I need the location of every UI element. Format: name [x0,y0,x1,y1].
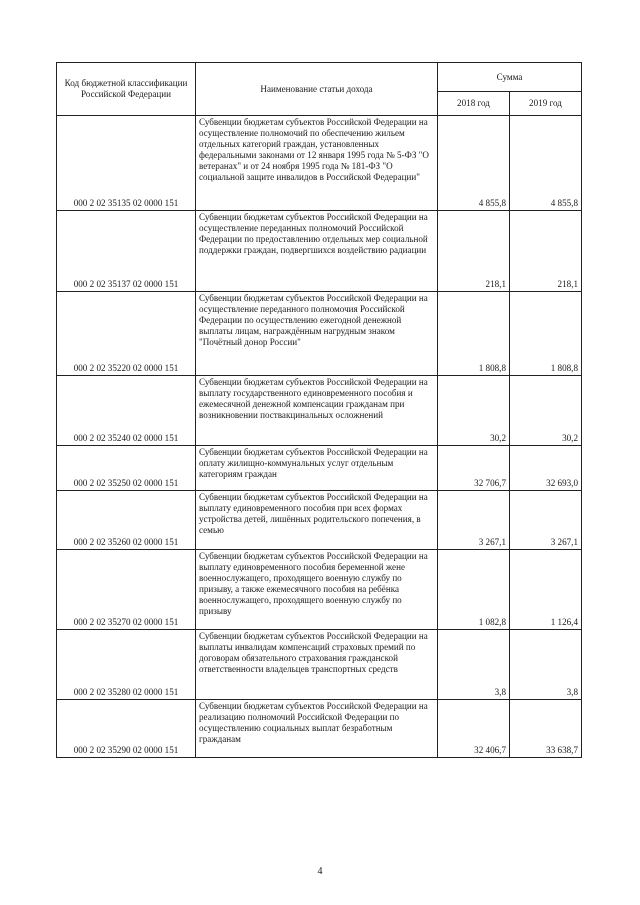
revenue-name: Субвенции бюджетам субъектов Российской Федерации на выплату единовременного пособия при всех формах устройства детей, лишённых родительского попечения, в семью [196,491,438,550]
revenue-name: Субвенции бюджетам субъектов Российской Федерации на осуществление полномочий по обеспечению жильем отдельных категорий граждан, установленных федеральными законами от 12 января 1995 года № 5-ФЗ "О ветеранах" и от 24 ноября 1995 года № 181-ФЗ "О социальной защите инвалидов в Российской Федерации" [196,116,438,211]
amount-2018: 30,2 [438,376,510,446]
header-code: Код бюджетной классификации Российской Федерации [57,63,196,116]
amount-2019: 32 693,0 [510,446,582,491]
amount-2019: 3,8 [510,630,582,700]
table-body [57,116,582,758]
page-number: 4 [317,866,323,877]
revenue-name: Субвенции бюджетам субъектов Российской Федерации на выплату единовременного пособия беременной жене военнослужащего, проходящего военную службу по призыву, а также ежемесячного пособия на ребёнка военнослужащего, проходящего военную службу по призыву [196,550,438,630]
header-year-2019: 2019 год [510,92,582,116]
revenue-name: Субвенции бюджетам субъектов Российской Федерации на выплаты инвалидам компенсаций страховых премий по договорам обязательного страхования гражданской ответственности владельцев транспортных средств [196,630,438,700]
budget-code: 000 2 02 35137 02 0000 151 [57,211,196,292]
budget-code: 000 2 02 35135 02 0000 151 [57,116,196,211]
revenue-name: Субвенции бюджетам субъектов Российской Федерации на осуществление переданных полномочий Российской Федерации по предоставлению отдельных мер социальной поддержки граждан, подвергшихся воздействию радиации [196,211,438,292]
table-row [57,211,582,292]
table-row [57,446,582,491]
budget-code: 000 2 02 35280 02 0000 151 [57,630,196,700]
amount-2019: 1 126,4 [510,550,582,630]
amount-2018: 1 808,8 [438,292,510,376]
amount-2019: 1 808,8 [510,292,582,376]
amount-2019: 30,2 [510,376,582,446]
table-header [57,63,582,116]
amount-2018: 218,1 [438,211,510,292]
amount-2018: 4 855,8 [438,116,510,211]
table-row [57,491,582,550]
revenue-table [56,62,582,758]
table-row [57,116,582,211]
amount-2018: 32 406,7 [438,700,510,758]
revenue-name: Субвенции бюджетам субъектов Российской Федерации на осуществление переданного полномочия Российской Федерации по осуществлению ежегодной денежной выплаты лицам, награждённым нагрудным знаком "Почётный донор России" [196,292,438,376]
budget-code: 000 2 02 35290 02 0000 151 [57,700,196,758]
header-year-2018: 2018 год [438,92,510,116]
revenue-name: Субвенции бюджетам субъектов Российской Федерации на реализацию полномочий Российской Федерации по осуществлению социальных выплат безработным гражданам [196,700,438,758]
revenue-name: Субвенции бюджетам субъектов Российской Федерации на выплату государственного единовременного пособия и ежемесячной денежной компенсации гражданам при возникновении поствакцинальных осложнений [196,376,438,446]
header-row [57,63,582,92]
amount-2019: 33 638,7 [510,700,582,758]
budget-code: 000 2 02 35240 02 0000 151 [57,376,196,446]
table-row [57,700,582,758]
table-row [57,292,582,376]
budget-code: 000 2 02 35260 02 0000 151 [57,491,196,550]
amount-2018: 1 082,8 [438,550,510,630]
revenue-name: Субвенции бюджетам субъектов Российской Федерации на оплату жилищно-коммунальных услуг отдельным категориям граждан [196,446,438,491]
amount-2018: 32 706,7 [438,446,510,491]
header-sum: Сумма [438,63,582,92]
amount-2018: 3 267,1 [438,491,510,550]
amount-2018: 3,8 [438,630,510,700]
table-row [57,376,582,446]
table-row [57,630,582,700]
amount-2019: 3 267,1 [510,491,582,550]
budget-code: 000 2 02 35220 02 0000 151 [57,292,196,376]
amount-2019: 4 855,8 [510,116,582,211]
budget-code: 000 2 02 35250 02 0000 151 [57,446,196,491]
amount-2019: 218,1 [510,211,582,292]
budget-code: 000 2 02 35270 02 0000 151 [57,550,196,630]
header-name: Наименование статьи дохода [196,63,438,116]
table-row [57,550,582,630]
